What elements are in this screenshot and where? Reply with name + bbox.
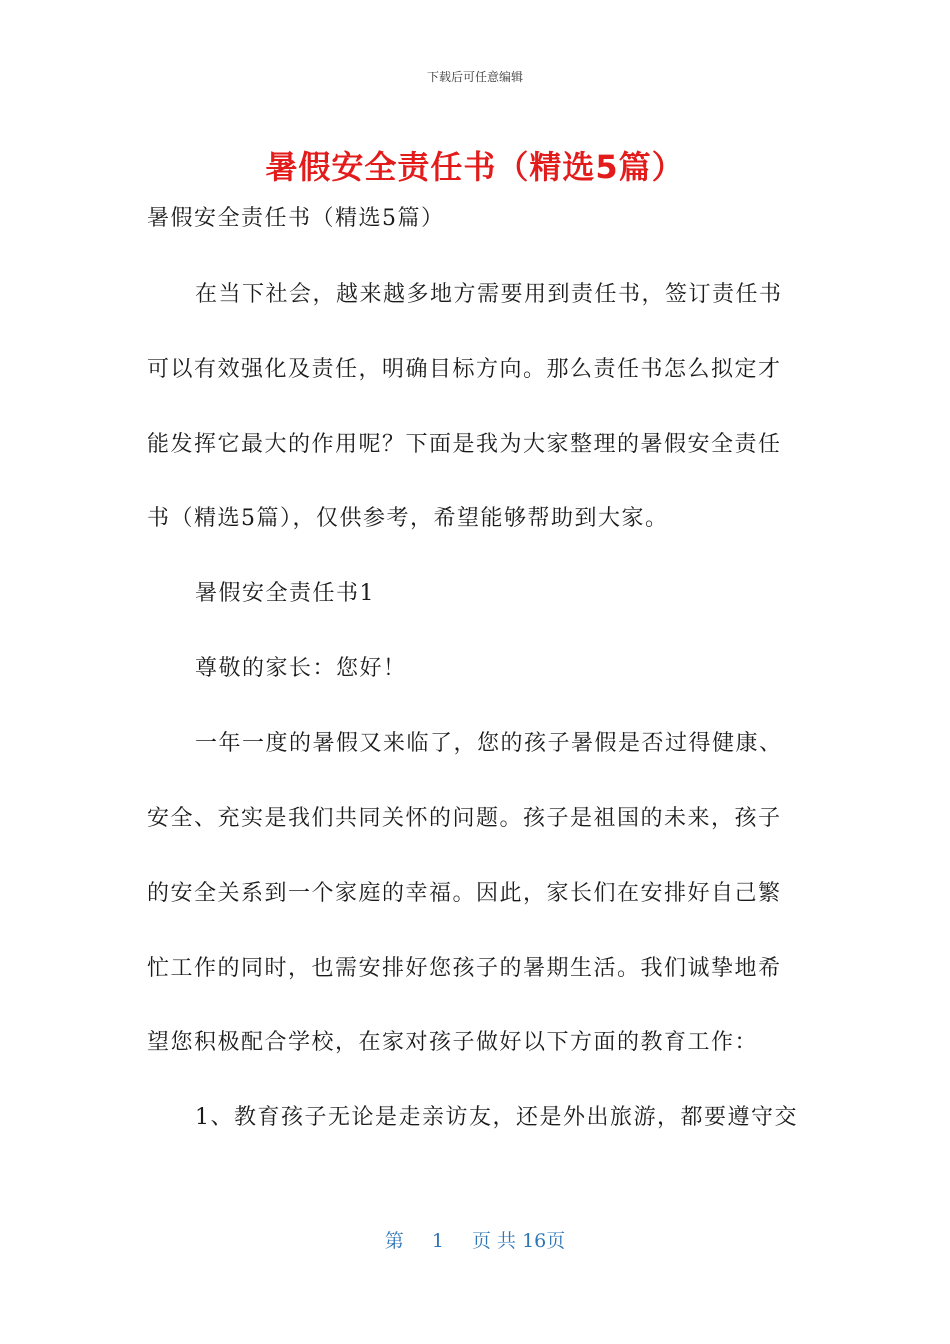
paragraph-line: 书（精选5篇），仅供参考，希望能够帮助到大家。 (147, 506, 669, 531)
paragraph-line: 的安全关系到一个家庭的幸福。因此，家长们在安排好自己繁 (147, 881, 782, 906)
list-item: 1、教育孩子无论是走亲访友，还是外出旅游，都要遵守交 (195, 1105, 798, 1130)
paragraph-line: 望您积极配合学校，在家对孩子做好以下方面的教育工作： (147, 1030, 759, 1055)
page-label-prefix: 第 (384, 1230, 404, 1252)
document-title: 暑假安全责任书（精选5篇） (265, 148, 685, 186)
page-footer (0, 1226, 950, 1253)
paragraph-line: 一年一度的暑假又来临了，您的孩子暑假是否过得健康、 (195, 731, 783, 756)
paragraph-line: 安全、充实是我们共同关怀的问题。孩子是祖国的未来，孩子 (147, 806, 782, 831)
page-label-mid: 页 共 (472, 1230, 517, 1252)
salutation: 尊敬的家长：您好！ (195, 656, 407, 681)
section-heading: 暑假安全责任书1 (195, 581, 375, 606)
paragraph-line: 在当下社会，越来越多地方需要用到责任书，签订责任书 (195, 282, 783, 307)
paragraph-line: 能发挥它最大的作用呢？下面是我为大家整理的暑假安全责任 (147, 432, 782, 457)
subtitle-line: 暑假安全责任书（精选5篇） (147, 206, 445, 231)
paragraph-line: 忙工作的同时，也需安排好您孩子的暑期生活。我们诚挚地希 (147, 956, 782, 981)
header-note: 下载后可任意编辑 (426, 70, 523, 84)
paragraph-line: 可以有效强化及责任，明确目标方向。那么责任书怎么拟定才 (147, 357, 782, 382)
page-total: 16页 (522, 1230, 566, 1252)
page-number: 1 (431, 1230, 444, 1252)
